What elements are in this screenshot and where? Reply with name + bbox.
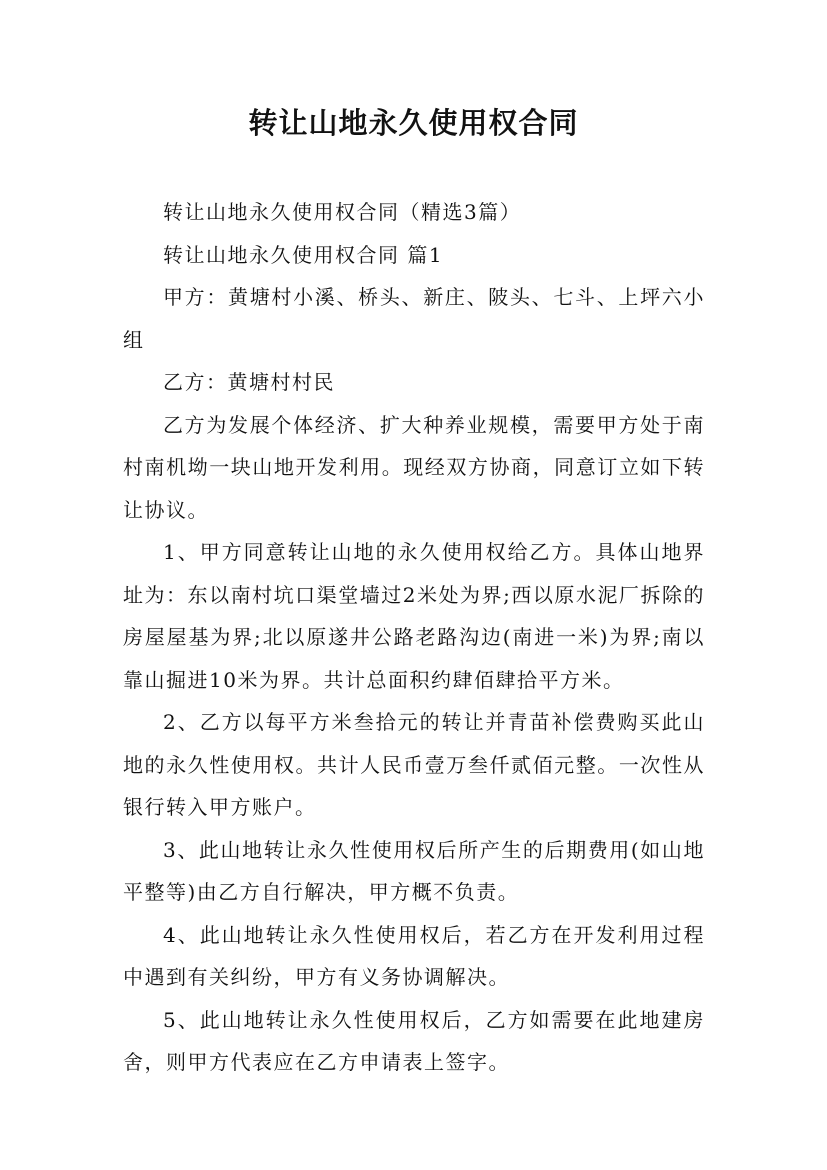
paragraph-section-title: 转让山地永久使用权合同 篇1 [163, 242, 444, 267]
paragraph-clause-4: 4、此山地转让永久性使用权后，若乙方在开发利用过程中遇到有关纠纷，甲方有义务协调解决。 [123, 922, 705, 989]
document-body [123, 191, 705, 1084]
paragraph-party-a: 甲方：黄塘村小溪、桥头、新庄、陂头、七斗、上坪六小组 [123, 285, 705, 352]
paragraph-clause-2: 2、乙方以每平方米叁拾元的转让并青苗补偿费购买此山地的永久性使用权。共计人民币壹万叁仟贰佰元整。一次性从银行转入甲方账户。 [123, 710, 705, 819]
paragraph-clause-1: 1、甲方同意转让山地的永久使用权给乙方。具体山地界址为：东以南村坑口渠堂墙过2米处为界;西以原水泥厂拆除的房屋屋基为界;北以原遂井公路老路沟边(南进一米)为界;南以靠山掘进10米为界。共计总面积约肆佰肆拾平方米。 [123, 540, 705, 692]
paragraph-heading: 转让山地永久使用权合同（精选3篇） [163, 200, 522, 224]
paragraph-clause-5: 5、此山地转让永久性使用权后，乙方如需要在此地建房舍，则甲方代表应在乙方申请表上签字。 [123, 1007, 705, 1074]
paragraph-clause-3: 3、此山地转让永久性使用权后所产生的后期费用(如山地平整等)由乙方自行解决，甲方概不负责。 [123, 837, 705, 904]
paragraph-party-b: 乙方：黄塘村村民 [163, 370, 335, 394]
paragraph-preamble: 乙方为发展个体经济、扩大种养业规模，需要甲方处于南村南机坳一块山地开发利用。现经双方协商，同意订立如下转让协议。 [123, 412, 705, 522]
document-title: 转让山地永久使用权合同 [248, 106, 579, 140]
